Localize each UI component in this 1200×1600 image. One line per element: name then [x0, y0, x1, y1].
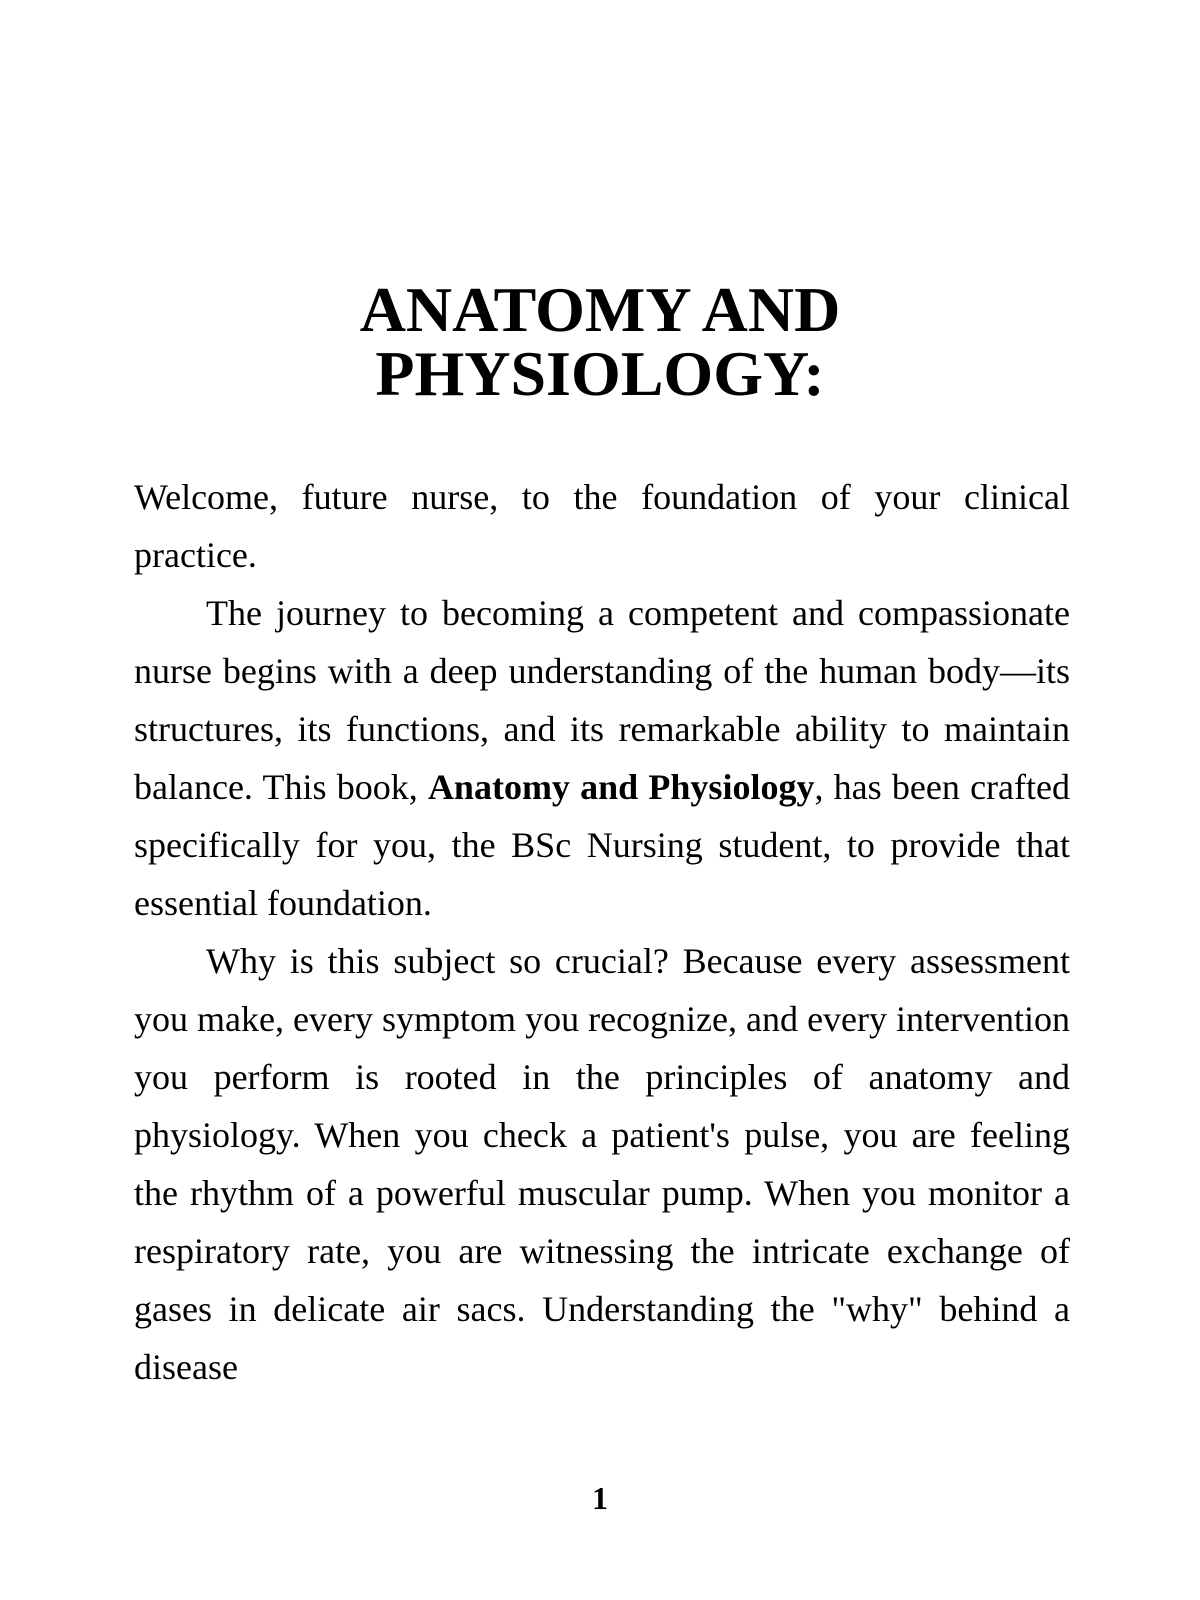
paragraph-journey-text-2: , has been crafted specifically for you, the BSc Nursing student, to provide that essential foundation. — [134, 767, 1070, 923]
chapter-title — [0, 274, 1200, 409]
paragraph-journey-text-1: The journey to becoming a competent and compassionate nurse begins with a deep understanding of the human body—its structures, its functions, and its remarkable ability to maintain balance. This book, — [134, 593, 1070, 807]
body-text — [134, 468, 1070, 1396]
book-title-emphasis: Anatomy and Physiology — [427, 767, 815, 807]
chapter-title-line-1: ANATOMY AND — [359, 274, 841, 345]
paragraph-welcome: Welcome, future nurse, to the foundation of your clinical practice. — [134, 477, 1070, 575]
page-number: 1 — [592, 1480, 608, 1516]
paragraph-why: Why is this subject so crucial? Because every assessment you make, every symptom you recognize, and every intervention you perform is rooted in the principles of anatomy and physiology. When you check a patient's pulse, you are feeling the rhythm of a powerful muscular pump. When you monitor a respiratory rate, you are witnessing the intricate exchange of gases in delicate air sacs. Understanding the "why" behind a disease — [134, 941, 1070, 1387]
chapter-title-line-2: PHYSIOLOGY: — [375, 338, 825, 409]
paragraph-journey — [134, 584, 1070, 932]
